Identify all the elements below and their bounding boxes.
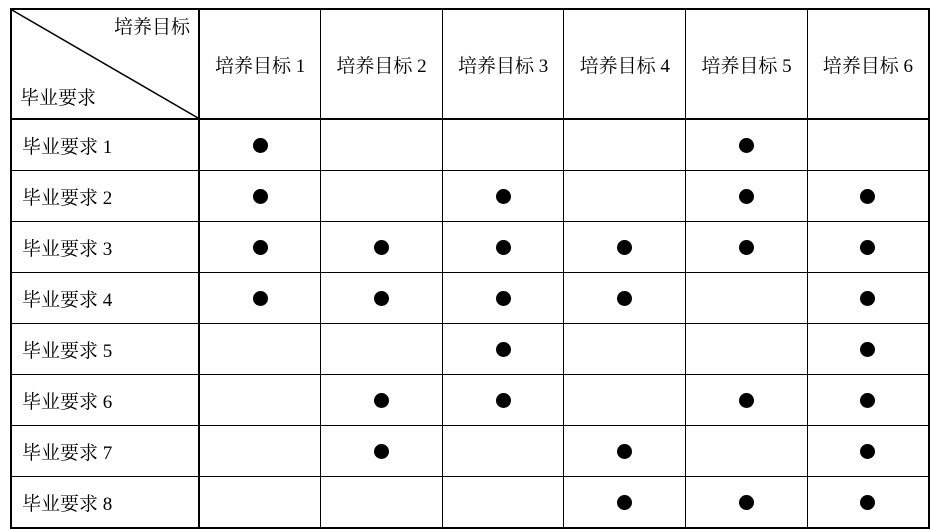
table-row [11,171,929,222]
relation-mark-icon [860,240,875,255]
relation-mark-icon [739,393,754,408]
table-row [11,119,929,171]
matrix-cell-r1-c6 [807,119,929,171]
relation-mark-icon [496,342,511,357]
relation-mark-icon [253,291,268,306]
matrix-cell-r7-c6 [807,426,929,477]
matrix-cell-r1-c5 [686,119,808,171]
empty-cell-placeholder [253,390,268,405]
row-header-6: 毕业要求 6 [11,375,199,426]
matrix-cell-r6-c6 [807,375,929,426]
matrix-cell-r8-c1 [199,477,321,529]
relation-mark-icon [253,240,268,255]
matrix-cell-r6-c5 [686,375,808,426]
matrix-cell-r7-c3 [442,426,564,477]
relation-mark-icon [617,444,632,459]
matrix-cell-r1-c4 [564,119,686,171]
row-axis-label: 毕业要求 [20,88,97,110]
table-row [11,477,929,529]
relation-mark-icon [496,291,511,306]
empty-cell-placeholder [739,441,754,456]
relation-mark-icon [860,444,875,459]
matrix-cell-r3-c2 [321,222,443,273]
matrix-cell-r4-c6 [807,273,929,324]
table-row [11,375,929,426]
relation-mark-icon [496,189,511,204]
matrix-cell-r3-c6 [807,222,929,273]
matrix-cell-r8-c6 [807,477,929,529]
matrix-table-page [0,8,942,524]
empty-cell-placeholder [860,135,875,150]
matrix-cell-r2-c2 [321,171,443,222]
empty-cell-placeholder [496,135,511,150]
empty-cell-placeholder [617,186,632,201]
relation-mark-icon [860,393,875,408]
empty-cell-placeholder [617,135,632,150]
matrix-cell-r3-c3 [442,222,564,273]
relation-mark-icon [374,240,389,255]
matrix-cell-r4-c3 [442,273,564,324]
table-row [11,273,929,324]
empty-cell-placeholder [739,339,754,354]
matrix-cell-r7-c4 [564,426,686,477]
matrix-cell-r4-c1 [199,273,321,324]
empty-cell-placeholder [617,339,632,354]
matrix-cell-r6-c4 [564,375,686,426]
row-header-3: 毕业要求 3 [11,222,199,273]
relation-mark-icon [617,291,632,306]
relation-mark-icon [739,495,754,510]
matrix-cell-r6-c2 [321,375,443,426]
matrix-cell-r7-c5 [686,426,808,477]
matrix-cell-r2-c1 [199,171,321,222]
matrix-cell-r8-c5 [686,477,808,529]
matrix-cell-r4-c4 [564,273,686,324]
matrix-cell-r5-c6 [807,324,929,375]
relation-mark-icon [374,393,389,408]
matrix-cell-r5-c4 [564,324,686,375]
goal-requirement-matrix [10,8,930,529]
matrix-cell-r4-c2 [321,273,443,324]
table-row [11,426,929,477]
relation-mark-icon [739,240,754,255]
relation-mark-icon [496,240,511,255]
matrix-cell-r3-c5 [686,222,808,273]
empty-cell-placeholder [617,390,632,405]
relation-mark-icon [374,291,389,306]
table-row [11,324,929,375]
relation-mark-icon [739,138,754,153]
empty-cell-placeholder [253,492,268,507]
relation-mark-icon [617,240,632,255]
relation-mark-icon [617,495,632,510]
column-header-6: 培养目标 6 [807,9,929,119]
column-header-1: 培养目标 1 [199,9,321,119]
matrix-cell-r6-c1 [199,375,321,426]
empty-cell-placeholder [374,186,389,201]
empty-cell-placeholder [739,288,754,303]
table-header-row [11,9,929,119]
column-header-2: 培养目标 2 [321,9,443,119]
row-header-8: 毕业要求 8 [11,477,199,529]
matrix-cell-r1-c1 [199,119,321,171]
matrix-cell-r6-c3 [442,375,564,426]
relation-mark-icon [860,189,875,204]
matrix-cell-r2-c6 [807,171,929,222]
matrix-cell-r1-c2 [321,119,443,171]
row-header-5: 毕业要求 5 [11,324,199,375]
empty-cell-placeholder [253,339,268,354]
matrix-cell-r8-c3 [442,477,564,529]
empty-cell-placeholder [374,492,389,507]
empty-cell-placeholder [496,441,511,456]
relation-mark-icon [860,291,875,306]
relation-mark-icon [496,393,511,408]
relation-mark-icon [739,189,754,204]
corner-header-cell [11,9,199,119]
matrix-cell-r2-c3 [442,171,564,222]
column-header-4: 培养目标 4 [564,9,686,119]
relation-mark-icon [860,495,875,510]
column-header-5: 培养目标 5 [686,9,808,119]
relation-mark-icon [253,138,268,153]
matrix-cell-r4-c5 [686,273,808,324]
empty-cell-placeholder [496,492,511,507]
empty-cell-placeholder [374,135,389,150]
row-header-4: 毕业要求 4 [11,273,199,324]
matrix-cell-r7-c2 [321,426,443,477]
column-axis-label: 培养目标 [113,17,190,38]
matrix-cell-r2-c5 [686,171,808,222]
empty-cell-placeholder [253,441,268,456]
matrix-cell-r5-c3 [442,324,564,375]
matrix-cell-r5-c1 [199,324,321,375]
matrix-cell-r3-c1 [199,222,321,273]
matrix-cell-r5-c2 [321,324,443,375]
matrix-cell-r2-c4 [564,171,686,222]
relation-mark-icon [253,189,268,204]
matrix-cell-r8-c4 [564,477,686,529]
empty-cell-placeholder [374,339,389,354]
matrix-cell-r7-c1 [199,426,321,477]
row-header-1: 毕业要求 1 [11,119,199,171]
matrix-cell-r5-c5 [686,324,808,375]
matrix-cell-r1-c3 [442,119,564,171]
table-row [11,222,929,273]
column-header-3: 培养目标 3 [442,9,564,119]
relation-mark-icon [860,342,875,357]
row-header-7: 毕业要求 7 [11,426,199,477]
row-header-2: 毕业要求 2 [11,171,199,222]
matrix-cell-r3-c4 [564,222,686,273]
matrix-cell-r8-c2 [321,477,443,529]
relation-mark-icon [374,444,389,459]
